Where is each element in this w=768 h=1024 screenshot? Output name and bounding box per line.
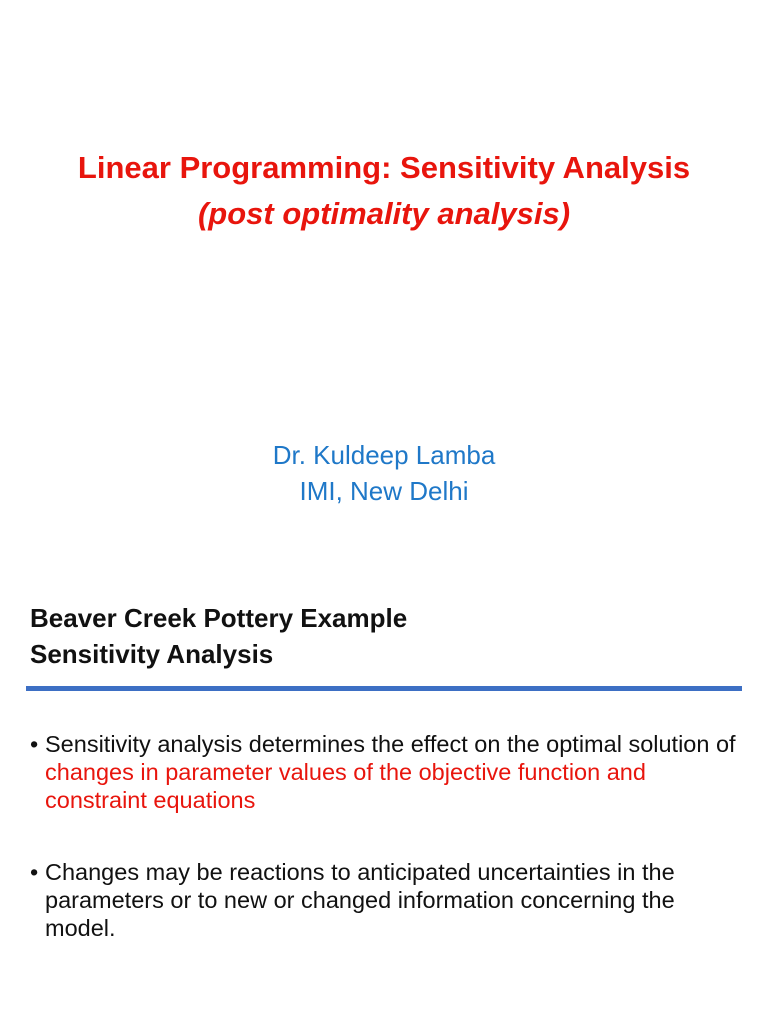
title-subtitle: (post optimality analysis)	[197, 196, 571, 231]
bullet-marker: •	[30, 859, 39, 885]
bullet-item	[30, 730, 742, 814]
section-heading-line-1: Beaver Creek Pottery Example	[30, 603, 408, 633]
slide-title	[0, 145, 768, 237]
section-heading	[30, 600, 730, 672]
section-heading-line-2: Sensitivity Analysis	[30, 639, 274, 669]
bullet-marker: •	[30, 731, 39, 757]
author-affiliation: IMI, New Delhi	[299, 476, 469, 506]
author-block	[0, 437, 768, 509]
bullet-list	[30, 730, 742, 986]
bullet-text: Sensitivity analysis determines the effect on the optimal solution of	[45, 731, 736, 757]
author-name: Dr. Kuldeep Lamba	[272, 440, 496, 470]
bullet-highlight-text: changes in parameter values of the objective function and constraint equations	[45, 759, 646, 813]
title-line-1: Linear Programming: Sensitivity Analysis	[77, 150, 691, 185]
bullet-text: Changes may be reactions to anticipated uncertainties in the parameters or to new or changed information concerning the model.	[45, 859, 675, 941]
section-divider	[26, 686, 742, 691]
bullet-item	[30, 858, 742, 942]
